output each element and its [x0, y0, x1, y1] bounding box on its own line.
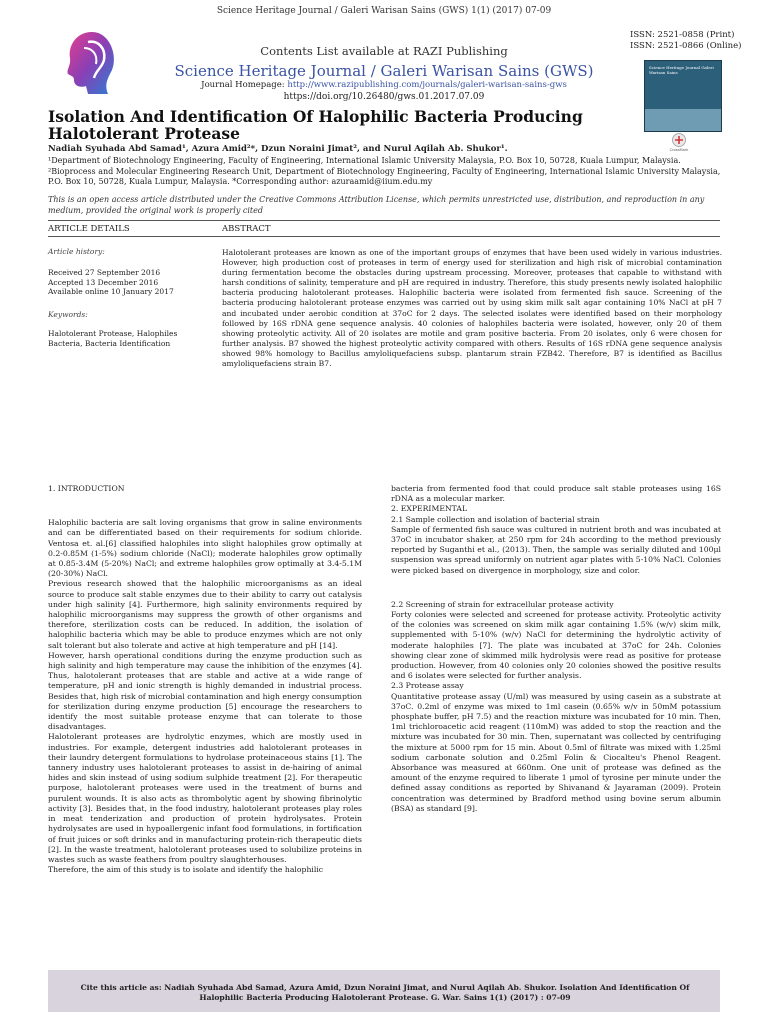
- intro-paragraph-5: Therefore, the aim of this study is to isolate and identify the halophilic: [48, 865, 324, 875]
- homepage-link[interactable]: http://www.razipublishing.com/journals/galeri-warisan-sains-gws: [287, 80, 567, 90]
- body-column-left: [48, 484, 362, 875]
- article-details-heading: ARTICLE DETAILS: [48, 224, 130, 234]
- section-2-1-text: Sample of fermented fish sauce was cultured in nutrient broth and was incubated at 37oC in incubator shaker, at 250 rpm for 24h according to the method previously reported by Suganthi et al., (2013). Then, the sample was serially diluted and 100μl suspension was spread uniformly on nutrient agar plates with 5-10% NaCl. Colonies were picked based on divergence in morphology, size and color.: [391, 524, 721, 575]
- col2-paragraph-1: bacteria from fermented food that could produce salt stable proteases using 16S rDNA as a molecular marker.: [391, 484, 721, 504]
- affiliation-2: ²Bioprocess and Molecular Engineering Research Unit, Department of Biotechnology Engineering, Faculty of Engineering, International Islamic University Malaysia, P.O. Box 10, 50728, Kuala Lumpur, Malaysia. *Corresponding author: azuraamid@iium.edu.my: [48, 166, 721, 186]
- body-column-right: [391, 484, 721, 814]
- intro-paragraph-3: However, harsh operational conditions during the enzyme production such as high salinity and high temperature may cause the inhibition of the enzymes [4]. Thus, halotolerant proteases that are stable and active at a wide range of temperature, pH and ionic strength is highly demanded in industrial process. Besides that, high risk of microbial contamination and high energy consumption for sterilization during enzyme production [5] encourage the researchers to identify the most suitable protease enzyme that can tolerate to those disadvantages.: [48, 650, 362, 732]
- intro-paragraph-4: Halotolerant proteases are hydrolytic enzymes, which are mostly used in industries. For example, detergent industries add halotolerant proteases in their laundry detergent formulations to hydrolase proteinaceous stains [1]. The tannery industry uses halotolerant proteases to assist in de-hairing of animal hides and skin instead of using sodium sulphide treatment [2]. For therapeutic purpose, halotolerant proteases were used in the treatment of burns and purulent wounds. It is also acts as thrombolytic agent by showing fibrinolytic activity [3]. Besides that, in the food industry, halotolerant proteases play roles in meat tenderization and production of protein hydrolysates. Protein hydrolysates are used in hypoallergenic infant food formulations, in fortification of fruit juices or soft drinks and in manufacturing protein-rich therapeutic diets [2]. In the waste treatment, halotolerant proteases used to solubilize proteins in wastes such as waste feathers from poultry slaughterhouses.: [48, 732, 362, 864]
- contents-list-line: Contents List available at RAZI Publishing: [260, 44, 508, 58]
- abstract-text: Halotolerant proteases are known as one of the important groups of enzymes that have been used widely in various industries. However, high production cost of proteases in term of energy used for sterilization and high risk of microbial contamination during fermentation become the obstacles during upstream processing. Moreover, proteases that capable to withstand with harsh conditions of salinity, temperature and pH are required in industry. Therefore, this study presents newly isolated halophilic bacteria producing halotolerant proteases. Halophilic bacteria were isolated from fermented fish sauce. Screening of the bacteria producing halotolerant protease enzymes was carried out by using skim milk salt agar containing 10% NaCl at pH 7 and incubated under aerobic condition at 37oC for 2 days. The selected isolates were identified based on their morphology followed by 16S rDNA gene sequence analysis. 40 colonies of halophiles bacteria were isolated, however, only 20 of them showing proteolytic activity. All of 20 isolates are motile and gram positive bacteria. From 20 isolates, only 6 were chosen for further analysis. B7 showed the highest proteolytic activity compared with others. Results of 16S rDNA gene sequence analysis showed 98% homology to Bacillus amyloliquefaciens subsp. plantarum strain FZB42. Therefore, B7 is identified as Bacillus amyloliquefaciens strain B7.: [222, 248, 722, 369]
- experimental-heading: 2. EXPERIMENTAL: [391, 504, 468, 514]
- intro-heading: 1. INTRODUCTION: [48, 484, 125, 493]
- abstract-heading: ABSTRACT: [222, 224, 271, 234]
- keywords: Halotolerant Protease, Halophiles Bacteria, Bacteria Identification: [48, 329, 178, 348]
- journal-cover-image: [644, 60, 722, 132]
- issn-print: ISSN: 2521-0858 (Print): [630, 30, 735, 40]
- section-2-3-text: Quantitative protease assay (U/ml) was measured by using casein as a substrate at 37oC. 0.2ml of enzyme was mixed to 1ml casein (0.65% w/v in 50mM potassium phosphate buffer, pH 7.5) and the reaction mixture was incubated for 10 min. Then, 1ml trichloroacetic acid reagent (110mM) was added to stop the reaction and the mixture was incubated for 30 min. Then, supernatant was collected by centrifuging the mixture at 5000 rpm for 15 min. About 0.5ml of filtrate was mixed with 1.25ml sodium carbonate solution and 0.25ml Folin & Ciocalteu's Phenol Reagent. Absorbance was measured at 660nm. One unit of protease was defined as the amount of the enzyme required to liberate 1 μmol of tyrosine per minute under the defined assay conditions as reported by Shivanand & Jayaraman (2009). Protein concentration was determined by Bradford method using bovine serum albumin (BSA) as standard [9].: [391, 691, 721, 813]
- journal-title: Science Heritage Journal / Galeri Warisan Sains (GWS): [174, 62, 594, 80]
- divider-sections: [48, 236, 720, 237]
- intro-paragraph-2: Previous research showed that the halophilic microorganisms as an ideal source to produce salt stable enzymes due to their ability to carry out catalysis under high salinity [4]. Furthermore, high salinity environments required by halophilic microorganisms may suppress the growth of other organisms and therefore, sterilization costs can be reduced. In addition, the isolation of halophilic bacteria which may be able to produce enzymes which are not only salt tolerant but also tolerate and active at high temperature and pH [14].: [48, 579, 362, 650]
- crossmark-label: CrossMark: [669, 148, 689, 152]
- license-note: This is an open access article distributed under the Creative Commons Attribution License, which permits unrestricted use, distribution, and reproduction in any medium, provided the original work is properly cited: [48, 195, 705, 215]
- cover-band: [645, 109, 721, 131]
- affiliations: [48, 156, 728, 188]
- section-2-2-text: Forty colonies were selected and screened for protease activity. Proteolytic activity of the colonies was screened on skim milk agar containing 1.5% (w/v) skim milk, supplemented with 5-10% (w/v) NaCl for determining the hydrolytic activity of moderate halophiles [7]. The plate was incubated at 37oC for 24h. Colonies showing clear zone of skimmed milk hydrolysis were read as positive for protease production. However, from 40 colonies only 20 colonies showed the positive results and 6 isolates were selected for further analysis.: [391, 610, 721, 681]
- running-header: Science Heritage Journal / Galeri Warisan Sains (GWS) 1(1) (2017) 07-09: [216, 6, 552, 16]
- doi-link[interactable]: https://doi.org/10.26480/gws.01.2017.07.09: [283, 92, 485, 102]
- divider-top: [48, 220, 720, 221]
- article-history: [48, 268, 174, 297]
- intro-paragraph-1: Halophilic bacteria are salt loving organisms that grow in saline environments and can be differentiated based on their requirements for sodium chloride. Ventosa et. al.[6] classified halophiles into slight halophiles grow optimally at 0.2-0.85M (1-5%) sodium chloride (NaCl); moderate halophiles grow optimally at 0.85-3.4M (5-20%) NaCl; and extreme halophiles grow optimally at 3.4-5.1M (20-30%) NaCl.: [48, 518, 362, 579]
- homepage-label: Journal Homepage:: [201, 80, 288, 90]
- accepted-date: Accepted 13 December 2016: [48, 277, 159, 287]
- section-2-2-heading: 2.2 Screening of strain for extracellular protease activity: [391, 599, 614, 609]
- article-history-label: Article history:: [48, 247, 105, 256]
- received-date: Received 27 September 2016: [48, 268, 161, 277]
- issn-online: ISSN: 2521-0866 (Online): [630, 41, 742, 51]
- online-date: Available online 10 January 2017: [48, 287, 174, 296]
- affiliation-1: ¹Department of Biotechnology Engineering, Faculty of Engineering, International Islamic University Malaysia, P.O. Box 10, 50728, Kuala Lumpur, Malaysia.: [48, 156, 681, 165]
- keywords-label: Keywords:: [48, 310, 88, 319]
- citation-text: Cite this article as: Nadiah Syuhada Abd Samad, Azura Amid, Dzun Noraini Jimat, and Nurul Aqilah Ab. Shukor. Isolation And Identification Of Halophilic Bacteria Producing Halotolerant Protease. G. War. Sains 1(1) (2017) : 07-09: [80, 983, 690, 1002]
- section-2-3-heading: 2.3 Protease assay: [391, 681, 464, 691]
- article-authors: Nadiah Syuhada Abd Samad¹, Azura Amid²*, Dzun Noraini Jimat², and Nurul Aqilah Ab. Shukor¹.: [48, 144, 508, 154]
- cover-text: Science Heritage Journal Galeri Warisan Sains: [649, 65, 714, 75]
- article-title: Isolation And Identification Of Halophilic Bacteria Producing Halotolerant Protease: [48, 107, 583, 143]
- section-2-1-heading: 2.1 Sample collection and isolation of bacterial strain: [391, 514, 600, 524]
